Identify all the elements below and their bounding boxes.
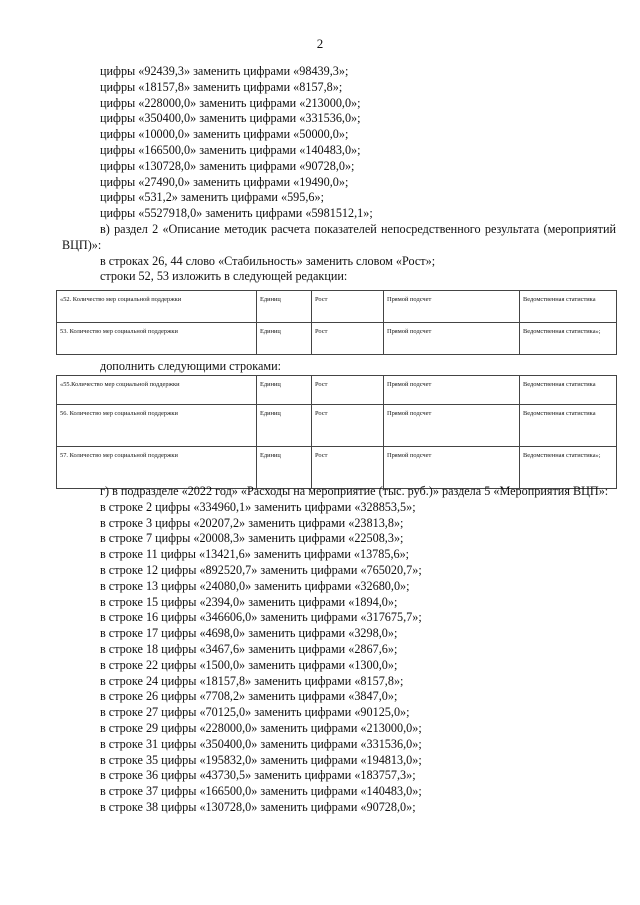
table-cell: Прямой подсчет (384, 291, 520, 323)
table-cell: Прямой подсчет (384, 376, 520, 405)
section-g (0, 484, 640, 816)
section-v-paragraph: в) раздел 2 «Описание методик расчета показателей непосредственного результата (мероприятий ВЦП)»: (62, 221, 616, 252)
list-item: цифры «18157,8» заменить цифрами «8157,8»; (100, 79, 343, 94)
list-item: в строке 15 цифры «2394,0» заменить цифрами «1894,0»; (100, 594, 398, 609)
list-item: в строке 2 цифры «334960,1» заменить цифрами «328853,5»; (100, 499, 416, 514)
table-cell: Единиц (257, 376, 312, 405)
list-item: в строке 18 цифры «3467,6» заменить цифрами «2867,6»; (100, 641, 398, 656)
list-item: в строке 37 цифры «166500,0» заменить цифрами «140483,0»; (100, 784, 422, 799)
list-item: в строке 22 цифры «1500,0» заменить цифрами «1300,0»; (100, 657, 398, 672)
table-cell: Рост (312, 323, 384, 355)
list-item: в строке 36 цифры «43730,5» заменить цифрами «183757,3»; (100, 768, 416, 783)
table-cell: Рост (312, 405, 384, 447)
table-cell: «55.Количество мер социальной поддержки (57, 376, 257, 405)
supplement-caption: дополнить следующими строками: (100, 359, 281, 373)
list-item: в строке 17 цифры «4698,0» заменить цифрами «3298,0»; (100, 626, 398, 641)
indicator-table-edited (56, 290, 617, 355)
table-cell: Единиц (257, 291, 312, 323)
table-cell: Прямой подсчет (384, 405, 520, 447)
list-item: цифры «27490,0» заменить цифрами «19490,0»; (100, 174, 349, 189)
table-cell: Ведомственная статистика (520, 376, 617, 405)
table-cell: Рост (312, 291, 384, 323)
table-row (57, 447, 617, 489)
table-row (57, 405, 617, 447)
table-cell: Ведомственная статистика»; (520, 323, 617, 355)
list-item: в строке 12 цифры «892520,7» заменить цифрами «765020,7»; (100, 562, 422, 577)
table-cell: 56. Количество мер социальной поддержки (57, 405, 257, 447)
list-item: в строке 31 цифры «350400,0» заменить цифрами «331536,0»; (100, 736, 422, 751)
list-item: в строке 24 цифры «18157,8» заменить цифрами «8157,8»; (100, 673, 404, 688)
table-cell: Единиц (257, 405, 312, 447)
list-item: цифры «92439,3» заменить цифрами «98439,3»; (100, 64, 349, 78)
indicator-table-added (56, 375, 617, 489)
rows-26-44-line: в строках 26, 44 слово «Стабильность» заменить словом «Рост»; (100, 253, 436, 268)
list-item: в строке 11 цифры «13421,6» заменить цифрами «13785,6»; (100, 547, 410, 562)
replacements-list (0, 64, 640, 285)
section-g-paragraph: г) в подразделе «2022 год» «Расходы на мероприятие (тыс. руб.)» раздела 5 «Мероприятия ВЦП»: (100, 484, 609, 498)
list-item: цифры «5527918,0» заменить цифрами «5981512,1»; (100, 206, 373, 221)
table-row (57, 323, 617, 355)
list-item: цифры «531,2» заменить цифрами «595,6»; (100, 190, 324, 205)
table-row (57, 291, 617, 323)
page-number: 2 (316, 36, 324, 51)
table-cell: 53. Количество мер социальной поддержки (57, 323, 257, 355)
table-cell: Рост (312, 376, 384, 405)
list-item: в строке 7 цифры «20008,3» заменить цифрами «22508,3»; (100, 531, 404, 546)
list-item: в строке 13 цифры «24080,0» заменить цифрами «32680,0»; (100, 578, 410, 593)
list-item: цифры «350400,0» заменить цифрами «331536,0»; (100, 111, 361, 126)
table-cell: Рост (312, 447, 384, 489)
list-item: в строке 26 цифры «7708,2» заменить цифрами «3847,0»; (100, 689, 398, 704)
table-cell: Прямой подсчет (384, 323, 520, 355)
table-cell: Ведомственная статистика (520, 291, 617, 323)
list-item: в строке 3 цифры «20207,2» заменить цифрами «23813,8»; (100, 515, 404, 530)
table-row (57, 376, 617, 405)
table-cell: «52. Количество мер социальной поддержки (57, 291, 257, 323)
table-cell: Прямой подсчет (384, 447, 520, 489)
list-item: в строке 27 цифры «70125,0» заменить цифрами «90125,0»; (100, 705, 410, 720)
list-item: в строке 38 цифры «130728,0» заменить цифрами «90728,0»; (100, 799, 416, 814)
list-item: цифры «228000,0» заменить цифрами «213000,0»; (100, 95, 361, 110)
list-item: цифры «10000,0» заменить цифрами «50000,0»; (100, 127, 349, 142)
table-cell: Единиц (257, 447, 312, 489)
table-cell: Ведомственная статистика»; (520, 447, 617, 489)
table-cell: Единиц (257, 323, 312, 355)
list-item: цифры «130728,0» заменить цифрами «90728,0»; (100, 158, 355, 173)
list-item: в строке 35 цифры «195832,0» заменить цифрами «194813,0»; (100, 752, 422, 767)
list-item: в строке 29 цифры «228000,0» заменить цифрами «213000,0»; (100, 720, 422, 735)
table-cell: Ведомственная статистика (520, 405, 617, 447)
table-cell: 57. Количество мер социальной поддержки (57, 447, 257, 489)
list-item: в строке 16 цифры «346606,0» заменить цифрами «317675,7»; (100, 610, 422, 625)
list-item: цифры «166500,0» заменить цифрами «140483,0»; (100, 142, 361, 157)
rows-52-53-line: строки 52, 53 изложить в следующей редакции: (100, 269, 348, 284)
